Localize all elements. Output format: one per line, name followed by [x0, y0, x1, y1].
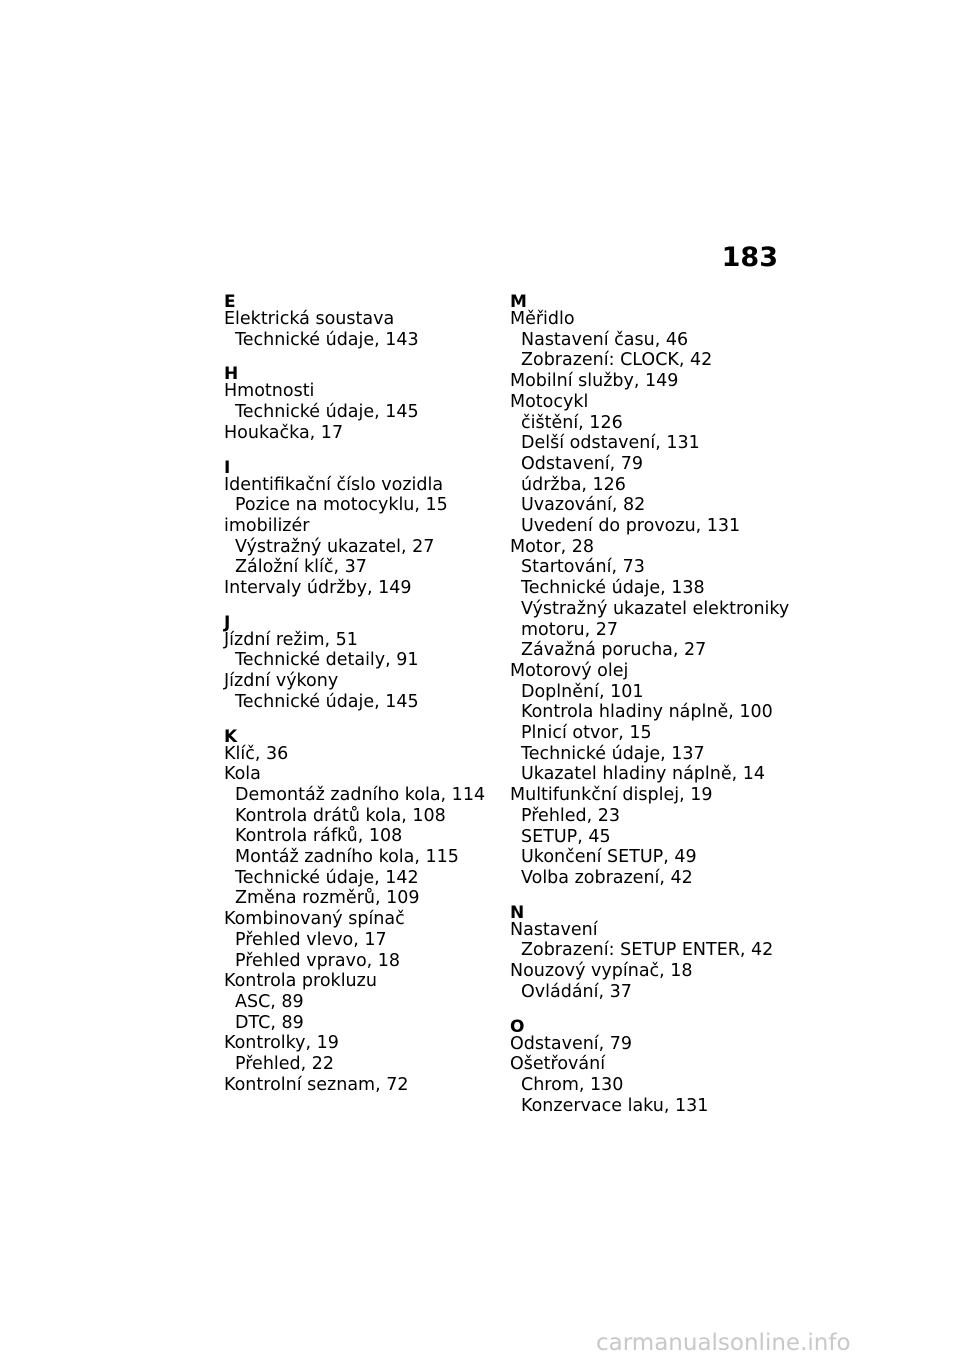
- section-letter: K: [224, 726, 238, 747]
- index-subentry: Technické údaje, 142: [235, 867, 419, 888]
- index-subentry: Změna rozměrů, 109: [235, 888, 420, 909]
- index-entry: Kontrolní seznam, 72: [224, 1074, 409, 1095]
- section-gap: [224, 350, 504, 366]
- index-subentry: Technické údaje, 145: [235, 691, 419, 712]
- section-letter: N: [510, 902, 525, 923]
- index-entry: Motor, 28: [510, 536, 594, 557]
- section-letter: O: [510, 1016, 525, 1037]
- index-subentry: SETUP, 45: [521, 826, 611, 847]
- index-subentry: Kontrola ráfků, 108: [235, 826, 403, 847]
- index-subentry: motoru, 27: [521, 619, 619, 640]
- index-entry: Ošetřování: [510, 1054, 606, 1075]
- index-entry: Motocykl: [510, 391, 589, 412]
- index-subentry: Přehled, 22: [235, 1054, 335, 1075]
- index-entry: Multifunkční displej, 19: [510, 785, 713, 806]
- index-subentry: Kontrola drátů kola, 108: [235, 805, 446, 826]
- index-subentry: Startování, 73: [521, 557, 645, 578]
- index-subentry: Ovládání, 37: [521, 981, 632, 1002]
- index-entry: Odstavení, 79: [510, 1033, 633, 1054]
- index-entry: Houkačka, 17: [224, 422, 344, 443]
- index-subentry: Výstražný ukazatel, 27: [235, 536, 435, 557]
- index-subentry: Uvedení do provozu, 131: [521, 516, 741, 537]
- index-subentry: Delší odstavení, 131: [521, 433, 700, 454]
- index-subentry: Chrom, 130: [521, 1074, 624, 1095]
- index-entry: imobilizér: [224, 515, 310, 536]
- index-entry: Elektrická soustava: [224, 309, 395, 329]
- section-gap: [510, 1003, 790, 1019]
- section-gap: [224, 713, 504, 729]
- index-entry: Motorový olej: [510, 660, 629, 681]
- index-entry: Jízdní výkony: [224, 671, 339, 692]
- index-subentry: Technické detaily, 91: [235, 650, 419, 671]
- index-entry: Nastavení: [510, 919, 598, 940]
- index-subentry: Technické údaje, 138: [521, 578, 705, 599]
- section-gap: [224, 444, 504, 460]
- index-entry: Klíč, 36: [224, 743, 289, 764]
- index-subentry: Přehled vlevo, 17: [235, 929, 387, 950]
- index-entry: Kontrolky, 19: [224, 1033, 339, 1054]
- section-letter: E: [224, 292, 236, 312]
- index-entry: Kola: [224, 764, 261, 785]
- index-subentry: Přehled vpravo, 18: [235, 950, 401, 971]
- index-subentry: údržba, 126: [521, 474, 626, 495]
- index-subentry: Pozice na motocyklu, 15: [235, 495, 448, 516]
- index-subentry: Plnicí otvor, 15: [521, 723, 652, 744]
- index-entry: Identifikační číslo vozidla: [224, 474, 444, 495]
- index-subentry: Uvazování, 82: [521, 495, 646, 516]
- index-subentry: Ukončení SETUP, 49: [521, 847, 697, 868]
- index-subentry: Zobrazení: SETUP ENTER, 42: [521, 940, 774, 961]
- index-subentry: Záložní klíč, 37: [235, 557, 367, 578]
- index-subentry: ASC, 89: [235, 991, 304, 1012]
- index-entry: Hmotnosti: [224, 381, 315, 402]
- watermark-text: carmanualsonline.info: [596, 1330, 851, 1356]
- page-number: 183: [721, 242, 778, 273]
- section-letter: J: [224, 612, 231, 633]
- section-gap: [224, 599, 504, 615]
- index-subentry: Technické údaje, 137: [521, 743, 705, 764]
- index-subentry: Přehled, 23: [521, 805, 621, 826]
- index-subentry: Demontáž zadního kola, 114: [235, 784, 486, 805]
- section-letter: H: [224, 364, 239, 385]
- index-subentry: Technické údaje, 145: [235, 402, 419, 423]
- index-entry: Kontrola prokluzu: [224, 971, 377, 992]
- index-column-right: [510, 294, 790, 1116]
- index-subentry: Odstavení, 79: [521, 453, 644, 474]
- index-subentry: Závažná porucha, 27: [521, 640, 707, 661]
- index-entry: Měřidlo: [510, 309, 575, 329]
- index-subentry: DTC, 89: [235, 1012, 304, 1033]
- index-entry: Nouzový vypínač, 18: [510, 961, 693, 982]
- section-letter: M: [510, 292, 527, 312]
- index-entry: Mobilní služby, 149: [510, 371, 679, 392]
- index-subentry: čištění, 126: [521, 412, 623, 433]
- index-column-left: [224, 294, 504, 1096]
- index-subentry: Výstražný ukazatel elektroniky: [521, 598, 790, 619]
- index-entry: Jízdní režim, 51: [224, 629, 358, 650]
- section-letter: I: [224, 457, 231, 478]
- index-subentry: Nastavení času, 46: [521, 329, 689, 350]
- index-subentry: Konzervace laku, 131: [521, 1095, 709, 1116]
- index-subentry: Technické údaje, 143: [235, 329, 419, 350]
- index-entry: Intervaly údržby, 149: [224, 578, 412, 599]
- index-subentry: Volba zobrazení, 42: [521, 867, 693, 888]
- index-subentry: Zobrazení: CLOCK, 42: [521, 350, 713, 371]
- index-subentry: Montáž zadního kola, 115: [235, 847, 459, 868]
- index-subentry: Kontrola hladiny náplně, 100: [521, 702, 773, 723]
- index-subentry: Ukazatel hladiny náplně, 14: [521, 764, 766, 785]
- section-gap: [510, 889, 790, 905]
- index-entry: Kombinovaný spínač: [224, 909, 405, 930]
- index-subentry: Doplnění, 101: [521, 681, 644, 702]
